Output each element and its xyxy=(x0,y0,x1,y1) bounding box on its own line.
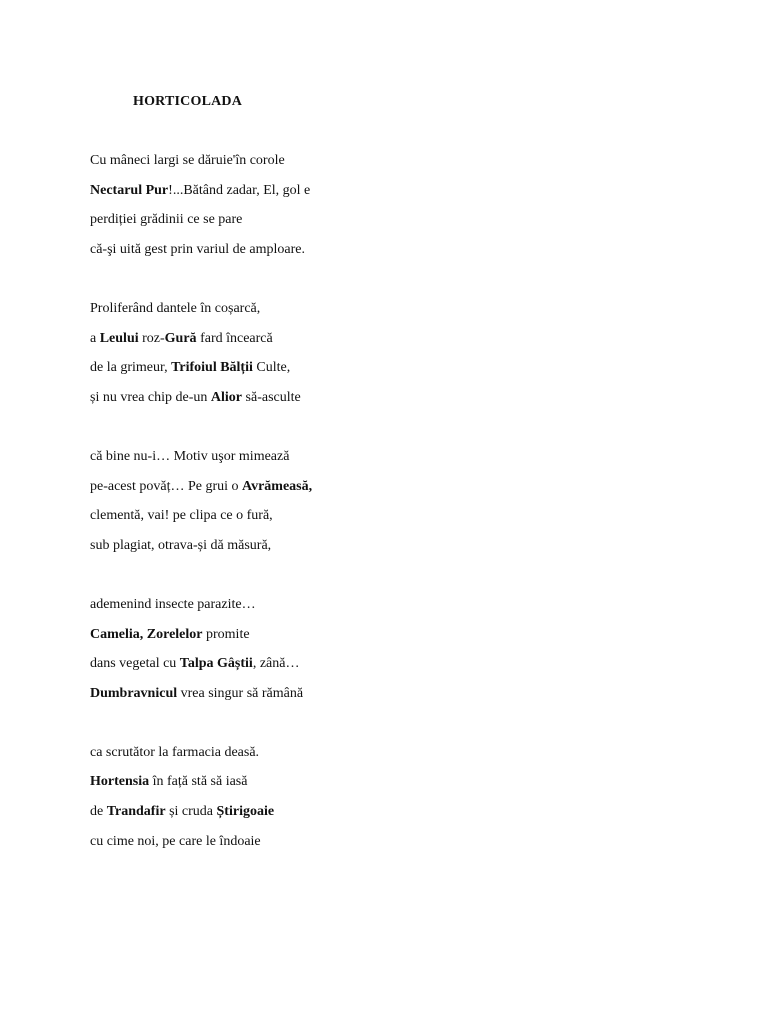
poem-line xyxy=(90,596,730,626)
line-text: Culte, xyxy=(252,360,291,376)
plant-name-bold: Știrigoaie xyxy=(216,804,275,820)
line-text: de la grimeur, xyxy=(90,360,172,376)
poem-line xyxy=(90,773,730,803)
line-text: clementă, vai! pe clipa ce o fură, xyxy=(90,508,273,524)
poem-line xyxy=(90,626,730,656)
poem-line xyxy=(90,803,730,833)
poem-line xyxy=(90,389,730,419)
poem-line xyxy=(90,359,730,389)
poem-line xyxy=(90,655,730,685)
line-text: fard încearcă xyxy=(196,330,273,346)
stanza-gap xyxy=(90,270,730,300)
poem-line xyxy=(90,685,730,715)
poem-line xyxy=(90,448,730,478)
line-text: ademenind insecte parazite… xyxy=(90,596,256,612)
plant-name-bold: Leului xyxy=(99,330,139,346)
line-text: pe-acest povăț… Pe grui o xyxy=(90,478,243,494)
line-text: în față stă să iasă xyxy=(149,774,248,790)
line-text: și nu vrea chip de-un xyxy=(90,389,211,405)
poem-line xyxy=(90,537,730,567)
line-text: ca scrutător la farmacia deasă. xyxy=(90,744,260,760)
poem-title: HORTICOLADA xyxy=(133,94,243,109)
line-text: vrea singur să rămână xyxy=(177,685,304,701)
poem-body xyxy=(90,152,730,862)
plant-name-bold: Avrămeasă, xyxy=(242,478,313,494)
plant-name-bold: Talpa Gâștii xyxy=(179,656,253,672)
poem-line xyxy=(90,211,730,241)
plant-name-bold: Alior xyxy=(210,389,243,405)
line-text: , zână… xyxy=(252,656,300,672)
line-text: perdiției grădinii ce se pare xyxy=(90,212,243,228)
plant-name-bold: Hortensia xyxy=(90,774,150,790)
poem-line xyxy=(90,241,730,271)
poem-line xyxy=(90,478,730,508)
line-text: a xyxy=(90,330,100,346)
poem-line xyxy=(90,300,730,330)
poem-line xyxy=(90,182,730,212)
line-text: că-şi uită gest prin variul de amploare. xyxy=(90,241,305,257)
poem-line xyxy=(90,330,730,360)
poem-line xyxy=(90,507,730,537)
stanza-gap xyxy=(90,566,730,596)
line-text: dans vegetal cu xyxy=(90,656,180,672)
plant-name-bold: Gură xyxy=(164,330,197,346)
line-text: sub plagiat, otrava-și dă măsură, xyxy=(90,537,272,553)
plant-name-bold: Nectarul Pur xyxy=(90,182,169,198)
plant-name-bold: Dumbravnicul xyxy=(90,685,178,701)
line-text: !...Bătând zadar, El, gol e xyxy=(168,182,311,198)
plant-name-bold: Trifoiul Bălții xyxy=(171,360,253,376)
poem-line xyxy=(90,152,730,182)
poem-line xyxy=(90,833,730,863)
line-text: cu cime noi, pe care le îndoaie xyxy=(90,833,261,849)
plant-name-bold: Camelia, Zorelelor xyxy=(90,626,203,642)
stanza-gap xyxy=(90,418,730,448)
line-text: promite xyxy=(202,626,250,642)
line-text: și cruda xyxy=(165,804,217,820)
line-text: roz- xyxy=(138,330,165,346)
line-text: că bine nu-i… Motiv uşor mimează xyxy=(90,448,290,464)
line-text: Cu mâneci largi se dăruie'în corole xyxy=(90,153,285,168)
line-text: de xyxy=(90,804,107,820)
stanza-gap xyxy=(90,714,730,744)
poem-line xyxy=(90,744,730,774)
line-text: să-asculte xyxy=(242,389,301,405)
line-text: Proliferând dantele în coșarcă, xyxy=(90,300,261,316)
plant-name-bold: Trandafir xyxy=(106,804,166,820)
